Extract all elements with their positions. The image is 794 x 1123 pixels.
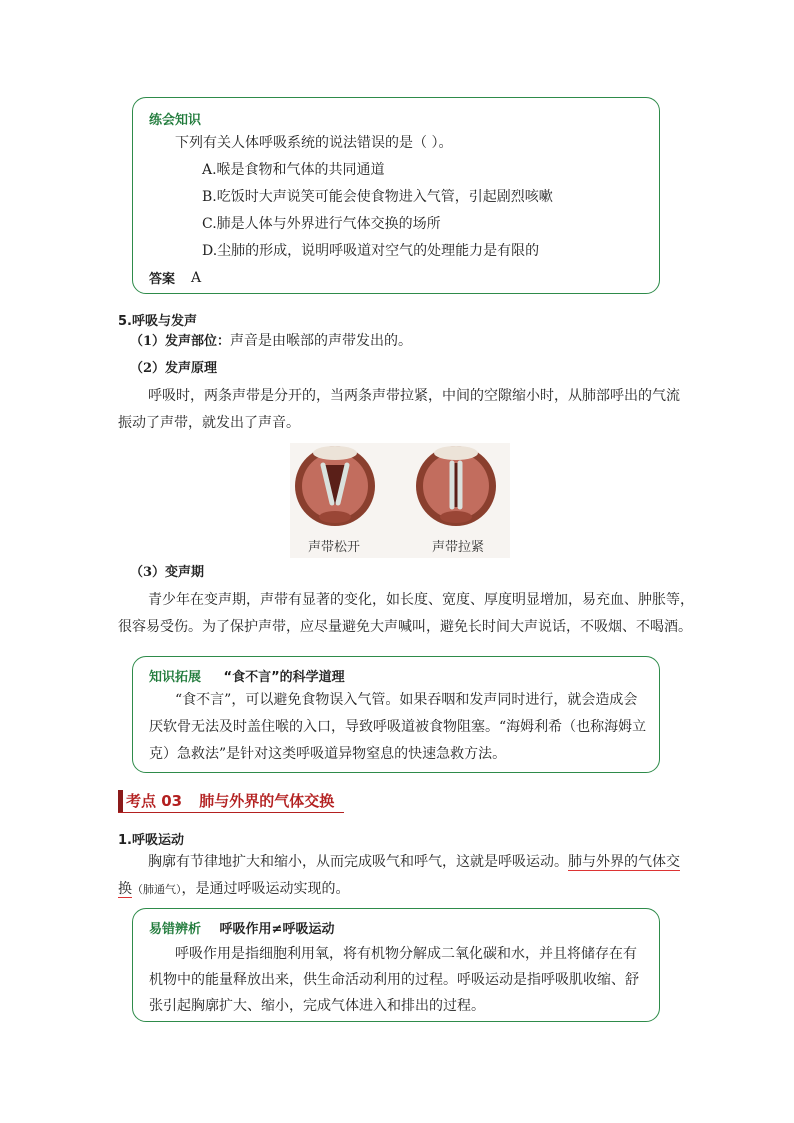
knowledge-extension-box [132,656,660,773]
option-b: B.吃饭时大声说笑可能会使食物进入气管，引起剧烈咳嗽 [202,189,553,205]
error-line-2: 机物中的能量释放出来，供生命活动利用的过程。呼吸运动是指呼吸肌收缩、舒 [149,972,639,988]
section-5-item-2: （2）发声原理 [130,361,218,376]
section-5-heading: 5.呼吸与发声 [118,314,197,329]
kaodian-title: 肺与外界的气体交换 [199,792,335,810]
error-prone-box [132,908,660,1022]
option-c: C.肺是人体与外界进行气体交换的场所 [202,216,441,232]
practice-question: 下列有关人体呼吸系统的说法错误的是（ ）。 [175,135,453,151]
error-box-title [149,918,334,937]
option-a: A.喉是食物和气体的共同通道 [202,162,385,178]
section-1-line-2-highlight: 换 [118,881,132,897]
extension-subtitle: “食不言”的科学道理 [223,670,345,685]
caption-relaxed: 声带松开 [308,540,361,555]
kaodian-label: 考点 03 [126,792,183,810]
error-line-1: 呼吸作用是指细胞利用氧，将有机物分解成二氧化碳和水，并且将储存在有 [175,946,637,962]
extension-line-1: “食不言”，可以避免食物误入气管。如果吞咽和发声同时进行，就会造成会 [175,692,638,708]
extension-box-title [149,666,345,685]
extension-line-2: 厌软骨无法及时盖住喉的入口，导致呼吸道被食物阻塞。“海姆利希（也称海姆立 [149,719,647,735]
item-1-text: 声音是由喉部的声带发出的。 [230,333,413,349]
error-subtitle: 呼吸作用≠呼吸运动 [219,922,335,937]
section-5-para2-line2: 很容易受伤。为了保护声带，应尽量避免大声喊叫，避免长时间大声说话，不吸烟、不喝酒。 [118,619,692,635]
error-line-3: 张引起胸廓扩大、缩小，完成气体进入和排出的过程。 [149,998,485,1014]
extension-title-label: 知识拓展 [149,670,202,685]
kaodian-heading [126,790,334,811]
answer-value: A [191,270,202,286]
kaodian-underline [118,812,344,813]
option-d: D.尘肺的形成，说明呼吸道对空气的处理能力是有限的 [202,243,540,259]
vocal-cords-relaxed-image [294,445,376,527]
section-1-line-1-highlight: 肺与外界的气体交 [568,854,680,870]
answer-label: 答案 [149,272,176,287]
section-1-line-2 [118,876,350,903]
item-1-label: （1）发声部位： [130,334,231,349]
vocal-cords-tight-image [415,445,497,527]
practice-box [132,97,660,294]
error-title-label: 易错辨析 [149,922,202,937]
kaodian-marker-bar [118,790,123,812]
section-5-item-3: （3）变声期 [130,565,205,580]
caption-tight: 声带拉紧 [432,540,485,555]
section-5-para2-line1: 青少年在变声期，声带有显著的变化，如长度、宽度、厚度明显增加，易充血、肿胀等， [148,592,694,608]
section-1-line-1 [148,849,680,876]
section-1-note: （肺通气） [132,883,182,896]
section-5-para1-line2: 振动了声带，就发出了声音。 [118,415,300,431]
section-5-para1-line1: 呼吸时，两条声带是分开的，当两条声带拉紧，中间的空隙缩小时，从肺部呼出的气流 [148,388,680,404]
extension-line-3: 克）急救法”是针对这类呼吸道异物窒息的快速急救方法。 [149,746,507,762]
vocal-cords-figure [290,443,510,558]
section-1-heading: 1.呼吸运动 [118,833,184,848]
section-5-item-1 [130,328,412,355]
section-1-line-1-text: 胸廓有节律地扩大和缩小，从而完成吸气和呼气，这就是呼吸运动。 [148,854,568,870]
practice-box-title: 练会知识 [149,113,202,128]
section-1-line-2-text: ，是通过呼吸运动实现的。 [181,881,350,897]
